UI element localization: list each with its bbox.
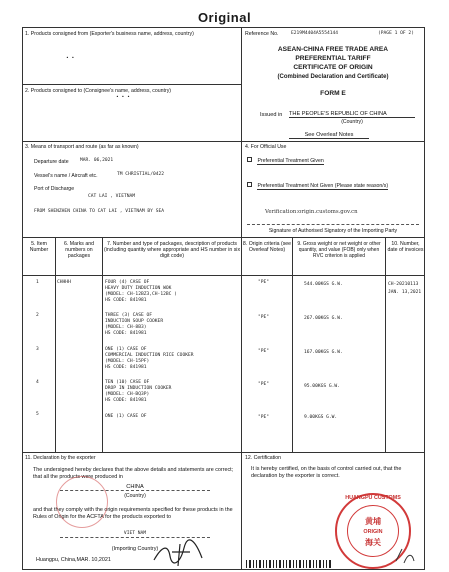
row-desc-line: (MODEL: CH-12BZ3,CH-12BC ): [105, 292, 177, 297]
divider: [22, 141, 425, 142]
checkbox[interactable]: [247, 157, 252, 162]
divider: [241, 27, 242, 141]
row-desc-line: FOUR (4) CASE OF: [105, 280, 150, 285]
option-not-given-label: Preferential Treatment Not Given (Please state reason/s): [257, 183, 389, 189]
stamp-center-1: 黄埔: [365, 517, 381, 526]
row-desc-line: (MODEL: CH-8B3): [105, 325, 147, 330]
verification-url: Verification:origin.customs.gov.cn: [265, 209, 358, 215]
row-desc-line: HS CODE: 841981: [105, 398, 147, 403]
vessel-label: Vessel's name / Aircraft etc.: [34, 173, 98, 179]
signature-caption: Signature of Authorised Signatory of the Importing Party: [268, 228, 398, 234]
consignee-mark: • • •: [116, 95, 130, 100]
origin-criterion: "PE": [258, 349, 270, 354]
item-number: 3: [36, 347, 39, 352]
checkbox[interactable]: [247, 182, 252, 187]
issued-country: THE PEOPLE'S REPUBLIC OF CHINA: [289, 111, 415, 118]
overleaf-notes: See Overleaf Notes: [289, 132, 369, 139]
cert-line-1: ASEAN-CHINA FREE TRADE AREA: [277, 46, 389, 53]
divider: [55, 237, 56, 452]
divider: [22, 452, 425, 453]
declaration-label: 11. Declaration by the exporter: [25, 455, 96, 461]
place-and-date: Huangpu, China,MAR. 10,2021: [36, 557, 111, 563]
row-desc-line: INDUCTION SOUP COOKER: [105, 319, 164, 324]
row-desc-line: HS CODE: 841981: [105, 298, 147, 303]
invoice-date: JAN. 13,2021: [388, 290, 422, 295]
vessel-name: TM CHRISTIAL/0422: [117, 172, 165, 177]
declaration-text-1: The undersigned hereby declares that the above details and statements are correct; that all the products were produced in: [33, 467, 234, 480]
gross-weight: 9.00KGS G.W.: [304, 415, 338, 420]
stamp-ring-text: HUANGPU CUSTOMS: [345, 495, 401, 501]
consignee-label: 2. Products consigned to (Consignee's name, address, country): [25, 88, 172, 94]
transport-label: 3. Means of transport and route (as far as known): [25, 144, 139, 150]
issued-label: Issued in: [260, 112, 283, 118]
item-number: 5: [36, 412, 39, 417]
barcode: [246, 560, 420, 568]
production-country-caption: (Country): [124, 493, 146, 499]
stamp-center-3: 海关: [365, 538, 381, 547]
importing-country-caption: (Importing Country): [111, 546, 159, 552]
item-number: 4: [36, 380, 39, 385]
row-desc-line: HEAVY DUTY INDUCTION WOK: [105, 286, 172, 291]
gross-weight: 267.00KGS G.W.: [304, 316, 343, 321]
option-given-label: Preferential Treatment Given: [257, 158, 324, 164]
header-description: 7. Number and type of packages, description of products (including quantity where appropriate and HS number in six digit code): [103, 241, 241, 259]
row-desc-line: (MODEL: CH-15PF): [105, 359, 150, 364]
row-desc-line: TEN (10) CASE OF: [105, 380, 150, 385]
port-label: Port of Discharge: [34, 186, 75, 192]
invoice-number: CH-20210113: [388, 282, 419, 287]
production-country: CHINA: [60, 484, 210, 491]
origin-criterion: "PE": [258, 315, 270, 320]
certification-text: It is hereby certified, on the basis of control carried out, that the declaration by the exporter is correct.: [251, 466, 402, 479]
row-desc-line: COMMERCIAL INDUCTION RICE COOKER: [105, 353, 194, 358]
gross-weight: 95.00KGS G.W.: [304, 384, 340, 389]
divider: [102, 237, 103, 452]
divider: [241, 452, 242, 570]
row-desc-line: (MODEL: CH-BQ3P): [105, 392, 150, 397]
divider: [385, 237, 386, 452]
certification-label: 12. Certification: [245, 455, 282, 461]
document-title: Original: [197, 10, 252, 25]
exporter-mark: • •: [66, 56, 75, 61]
cert-line-2: PREFERENTIAL TARIFF: [295, 55, 371, 62]
origin-criterion: "PE": [258, 415, 270, 420]
cert-line-4: (Combined Declaration and Certificate): [277, 74, 389, 80]
divider: [22, 275, 425, 276]
divider: [241, 237, 242, 452]
row-desc-line: HS CODE: 841981: [105, 365, 147, 370]
marks-value: CHHHH: [57, 280, 71, 285]
header-invoice: 10. Number, date of invoices: [387, 241, 424, 253]
origin-criterion: "PE": [258, 382, 270, 387]
divider: [292, 237, 293, 452]
divider: [22, 237, 425, 238]
signature-line: [247, 224, 419, 225]
header-marks: 6. Marks and numbers on packages: [64, 241, 94, 259]
exporter-stamp: [56, 476, 108, 528]
item-number: 2: [36, 313, 39, 318]
page-indicator: (PAGE 1 OF 2): [378, 31, 414, 36]
stamp-center-2: ORIGIN: [363, 529, 383, 535]
header-origin: 8. Origin criteria (see Overleaf Notes): [242, 241, 292, 253]
gross-weight: 544.00KGS G.W.: [304, 282, 343, 287]
option-not-given: [247, 182, 388, 189]
row-desc-line: THREE (3) CASE OF: [105, 313, 153, 318]
route: FROM SHENZHEN CHINA TO CAT LAI , VIETNAM BY SEA: [34, 209, 164, 214]
origin-criterion: "PE": [258, 280, 270, 285]
row-desc-line: ONE (1) CASE OF: [105, 347, 147, 352]
form-name: FORM E: [320, 90, 346, 97]
divider: [241, 141, 242, 237]
divider: [22, 84, 241, 85]
reference-number: E219M4404A5554144: [291, 31, 339, 36]
option-given: [247, 157, 324, 164]
reference-label: Reference No.: [245, 31, 279, 37]
issued-country-caption: (Country): [341, 119, 363, 125]
importing-country: VIET NAM: [60, 531, 210, 538]
port-of-discharge: CAT LAI , VIETNAM: [88, 194, 136, 199]
header-item-number: 5. Item Number: [29, 241, 49, 253]
item-number: 1: [36, 280, 39, 285]
official-use-label: 4. For Official Use: [245, 144, 287, 150]
departure-label: Departure date: [34, 159, 69, 165]
exporter-signature: [150, 538, 210, 568]
header-weight: 9. Gross weight or net weight or other quantity, and value (FOB) only when RVC criterion is applied: [297, 241, 381, 259]
cert-line-3: CERTIFICATE OF ORIGIN: [293, 64, 373, 71]
row-desc-line: DROP IN INDUCTION COOKER: [105, 386, 172, 391]
row-desc-line: ONE (1) CASE OF: [105, 414, 147, 419]
exporter-label: 1. Products consigned from (Exporter's business name, address, country): [25, 31, 194, 37]
gross-weight: 167.00KGS G.W.: [304, 350, 343, 355]
row-desc-line: HS CODE: 841981: [105, 331, 147, 336]
departure-date: MAR. 06,2021: [80, 158, 114, 163]
declaration-text-2: and that they comply with the origin requirements specified for these products in the Rules of Origin for the ACFTA for the products exported to: [33, 507, 233, 520]
